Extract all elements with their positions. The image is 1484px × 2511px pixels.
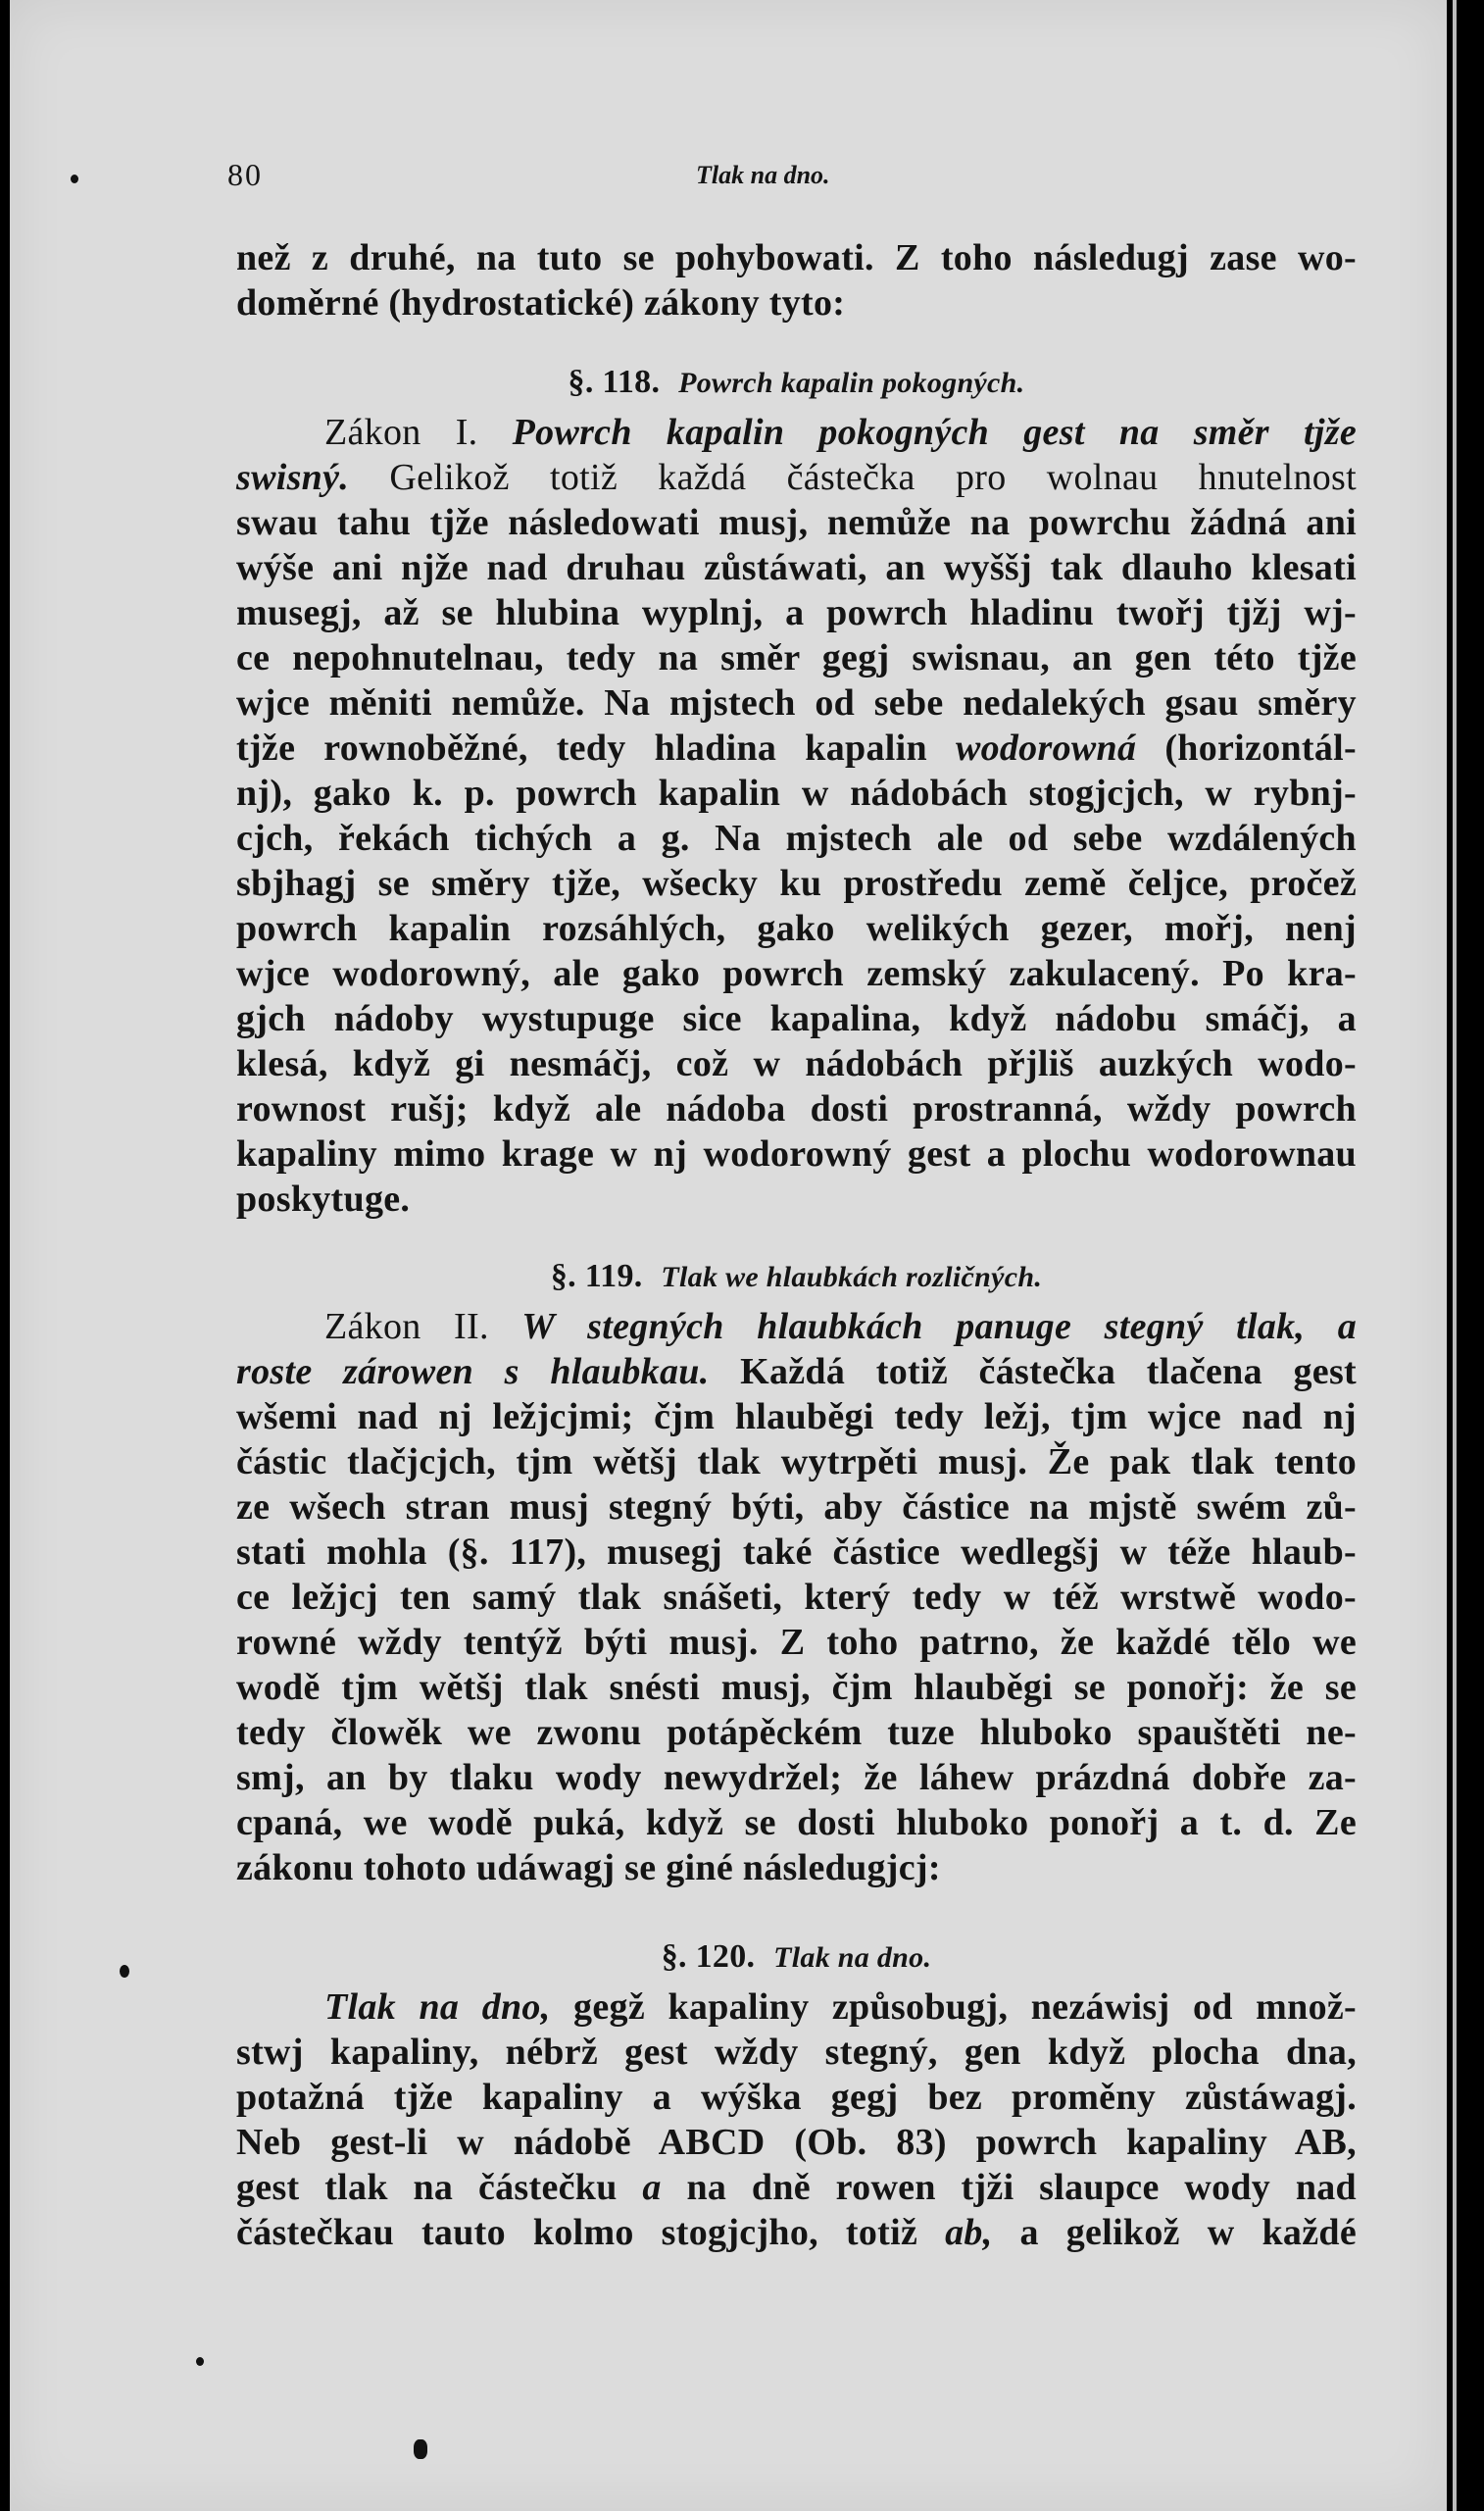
text-line: kapaliny mimo krage w nj wodorowný gest a plochu wodorownau	[236, 1133, 1357, 1175]
text-line	[236, 726, 1357, 771]
text-line: cjch, řekách tichých a g. Na mjstech ale od sebe wzdálených	[236, 818, 1357, 859]
law-statement-end: roste zárowen s hlaubkau.	[236, 1351, 710, 1392]
text-line: poskytuge.	[236, 1179, 411, 1220]
text-fragment: gest tlak na částečku	[236, 2167, 618, 2208]
section-number: §. 119.	[550, 1258, 643, 1294]
page-header	[227, 157, 1355, 216]
text-line: ce ležjcj ten samý tlak snášeti, který tedy w též wrstwě wodo-	[236, 1577, 1357, 1618]
section-heading-118	[236, 355, 1357, 410]
text-line: wšemi nad nj ležjcjmi; čjm hlauběgi tedy ležj, tjm wjce nad nj	[236, 1396, 1357, 1437]
text-fragment: tjže rownoběžné, tedy hladina kapalin	[236, 728, 927, 769]
text-line: smj, an by tlaku wody newydržel; že láhew prázdná dobře za-	[236, 1757, 1357, 1798]
text-line: tedy člowěk we zwonu potápěckém tuze hluboko spauštěti ne-	[236, 1712, 1357, 1753]
text-line: potažná tjže kapaliny a wýška gegj bez proměny zůstáwagj.	[236, 2077, 1357, 2118]
ink-speck	[71, 175, 78, 183]
section-heading-120	[236, 1930, 1357, 1984]
section-title: Tlak na dno.	[773, 1941, 932, 1974]
book-page	[10, 0, 1447, 2511]
text-line	[236, 455, 1357, 500]
text-line: ze wšech stran musj stegný býti, aby částice na mjstě swém zů-	[236, 1486, 1357, 1528]
page-number: 80	[227, 157, 263, 192]
emphasis: wodorowná	[955, 728, 1137, 769]
text-line: musegj, až se hlubina wyplnj, a powrch hladinu twořj tjžj wj-	[236, 592, 1357, 633]
emphasis: ab,	[945, 2212, 993, 2253]
law-label: Zákon I.	[324, 412, 478, 453]
text-line	[236, 2210, 1357, 2255]
text-line	[236, 1349, 1357, 1394]
text-fragment: na dně rowen tjži slaupce wody nad	[686, 2167, 1357, 2208]
text-fragment: (horizontál-	[1164, 728, 1357, 769]
text-line: stwj kapaliny, nébrž gest wždy stegný, gen když plocha dna,	[236, 2032, 1357, 2073]
law-statement: Powrch kapalin pokogných gest na směr tjže	[512, 412, 1358, 453]
law-label: Zákon II.	[324, 1306, 489, 1347]
text-line: částic tlačjcjch, tjm wětšj tlak wytrpěti musj. Že pak tlak tento	[236, 1441, 1357, 1482]
text-line: zákonu tohoto udáwagj se giné následugjcj:	[236, 1847, 941, 1888]
text-line: klesá, když gi nesmáčj, což w nádobách přjliš auzkých wodo-	[236, 1043, 1357, 1084]
section-number: §. 118.	[568, 364, 661, 400]
text-fragment: částečkau tauto kolmo stogjcjho, totiž	[236, 2212, 918, 2253]
running-head: Tlak na dno.	[696, 161, 830, 189]
law-text: Každá totiž částečka tlačena gest	[740, 1351, 1357, 1392]
page-body	[236, 235, 1357, 2255]
ink-speck	[120, 1965, 129, 1978]
section-title: Powrch kapalin pokogných.	[678, 367, 1025, 399]
law-statement: W stegných hlaubkách panuge stegný tlak, a	[521, 1306, 1357, 1347]
text-line: wjce měniti nemůže. Na mjstech od sebe nedalekých gsau směry	[236, 682, 1357, 724]
text-line	[236, 410, 1357, 455]
scan-border	[1447, 0, 1484, 2511]
text-line: wýše ani njže nad druhau zůstáwati, an wyššj tak dlauho klesati	[236, 547, 1357, 588]
emphasis: a	[642, 2167, 662, 2208]
text-line: nj), gako k. p. powrch kapalin w nádobách stogjcjch, w rybnj-	[236, 773, 1357, 814]
text-line: doměrné (hydrostatické) zákony tyto:	[236, 282, 846, 324]
text-line: cpaná, we wodě puká, když se dosti hluboko ponořj a t. d. Ze	[236, 1802, 1357, 1843]
text-fragment: a gelikož w každé	[1019, 2212, 1357, 2253]
text-line: swau tahu tjže následowati musj, nemůže na powrchu žádná ani	[236, 502, 1357, 543]
text-line	[236, 1304, 1357, 1349]
ink-speck	[196, 2357, 204, 2366]
text-line: rownost rušj; když ale nádoba dosti prostranná, wždy powrch	[236, 1088, 1357, 1130]
section-number: §. 120.	[661, 1938, 756, 1975]
ink-speck	[414, 2439, 427, 2459]
section-heading-119	[236, 1249, 1357, 1304]
page-edge	[1453, 0, 1457, 2511]
emphasis: Tlak na dno,	[324, 1986, 551, 2028]
text-line: wodě tjm wětšj tlak snésti musj, čjm hlauběgi se ponořj: že se	[236, 1667, 1357, 1708]
text-line: rowné wždy tentýž býti musj. Z toho patrno, že každé tělo we	[236, 1622, 1357, 1663]
text-line: sbjhagj se směry tjže, wšecky ku prostředu země čeljce, pročež	[236, 863, 1357, 904]
law-text: Gelikož totiž každá částečka pro wolnau hnutelnost	[389, 457, 1357, 498]
text-line: gjch nádoby wystupuge sice kapalina, když nádobu smáčj, a	[236, 998, 1357, 1039]
text-line	[236, 1984, 1357, 2030]
text-line: Neb gest-li w nádobě ABCD (Ob. 83) powrch kapaliny AB,	[236, 2122, 1357, 2163]
section-title: Tlak we hlaubkách rozličných.	[661, 1261, 1043, 1293]
text-fragment: gegž kapaliny způsobugj, nezáwisj od množ-	[573, 1986, 1357, 2028]
text-line: než z druhé, na tuto se pohybowati. Z toho následugj zase wo-	[236, 237, 1357, 278]
text-line	[236, 2165, 1357, 2210]
text-line: wjce wodorowný, ale gako powrch zemský zakulacený. Po kra-	[236, 953, 1357, 994]
law-statement-end: swisný.	[236, 457, 350, 498]
text-line: powrch kapalin rozsáhlých, gako welikých gezer, mořj, nenj	[236, 908, 1357, 949]
text-line: ce nepohnutelnau, tedy na směr gegj swisnau, an gen této tjže	[236, 637, 1357, 678]
text-line: stati mohla (§. 117), musegj také částice wedlegšj w téže hlaub-	[236, 1532, 1357, 1573]
